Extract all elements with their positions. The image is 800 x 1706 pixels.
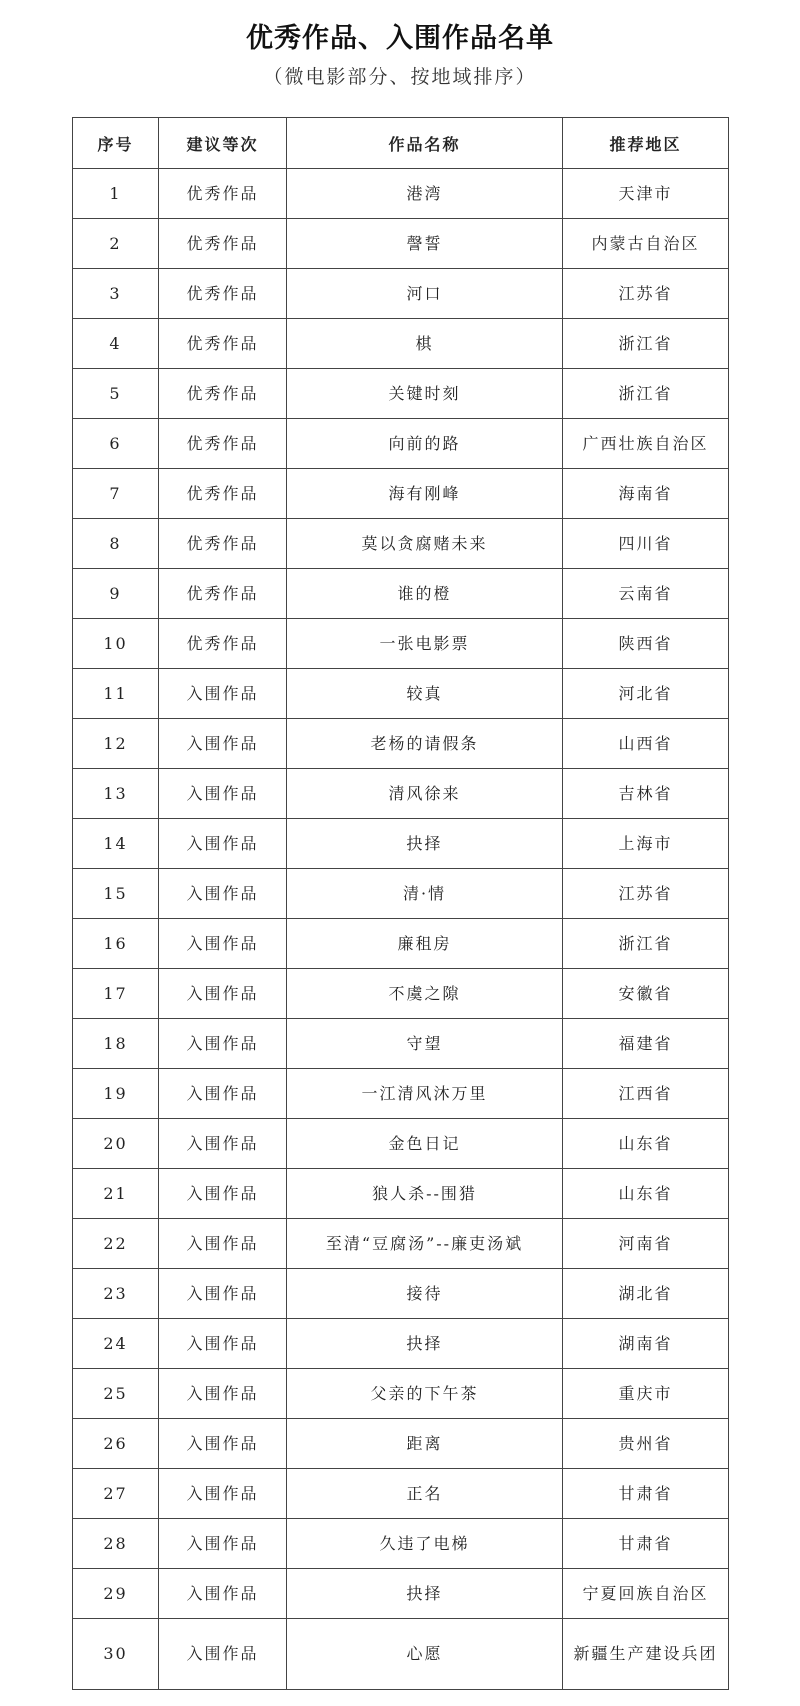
cell-grade: 入围作品 (159, 669, 287, 719)
cell-index: 9 (73, 569, 159, 619)
cell-grade: 入围作品 (159, 919, 287, 969)
cell-work-title: 河口 (287, 269, 563, 319)
cell-region: 山西省 (563, 719, 729, 769)
cell-grade: 优秀作品 (159, 569, 287, 619)
cell-grade: 入围作品 (159, 969, 287, 1019)
cell-index: 30 (73, 1619, 159, 1690)
cell-index: 23 (73, 1269, 159, 1319)
cell-work-title: 抉择 (287, 1319, 563, 1369)
cell-region: 吉林省 (563, 769, 729, 819)
cell-work-title: 謦誓 (287, 219, 563, 269)
cell-index: 8 (73, 519, 159, 569)
table-row (73, 819, 729, 869)
table-row (73, 1219, 729, 1269)
page-title: 优秀作品、入围作品名单 (246, 23, 554, 54)
cell-grade: 优秀作品 (159, 269, 287, 319)
cell-grade: 入围作品 (159, 869, 287, 919)
cell-grade: 优秀作品 (159, 369, 287, 419)
cell-grade: 入围作品 (159, 1219, 287, 1269)
cell-index: 12 (73, 719, 159, 769)
table-row (73, 1119, 729, 1169)
cell-index: 28 (73, 1519, 159, 1569)
cell-region: 四川省 (563, 519, 729, 569)
cell-index: 7 (73, 469, 159, 519)
cell-work-title: 抉择 (287, 1569, 563, 1619)
cell-index: 13 (73, 769, 159, 819)
cell-grade: 入围作品 (159, 769, 287, 819)
table-row (73, 169, 729, 219)
cell-grade: 入围作品 (159, 1369, 287, 1419)
cell-region: 海南省 (563, 469, 729, 519)
page-subtitle: （微电影部分、按地域排序） (263, 66, 537, 88)
table-row (73, 519, 729, 569)
cell-index: 26 (73, 1419, 159, 1469)
cell-work-title: 港湾 (287, 169, 563, 219)
table-row (73, 619, 729, 669)
table-row (73, 219, 729, 269)
cell-work-title: 关键时刻 (287, 369, 563, 419)
cell-grade: 入围作品 (159, 1519, 287, 1569)
cell-region: 甘肃省 (563, 1469, 729, 1519)
cell-index: 17 (73, 969, 159, 1019)
cell-index: 5 (73, 369, 159, 419)
cell-index: 11 (73, 669, 159, 719)
table-row (73, 469, 729, 519)
cell-grade: 优秀作品 (159, 219, 287, 269)
cell-work-title: 一江清风沐万里 (287, 1069, 563, 1119)
table-row (73, 1069, 729, 1119)
cell-region: 江苏省 (563, 269, 729, 319)
cell-index: 29 (73, 1569, 159, 1619)
table-row (73, 1519, 729, 1569)
cell-work-title: 清·情 (287, 869, 563, 919)
cell-work-title: 距离 (287, 1419, 563, 1469)
table-row (73, 769, 729, 819)
cell-grade: 入围作品 (159, 719, 287, 769)
table-row (73, 919, 729, 969)
cell-region: 宁夏回族自治区 (563, 1569, 729, 1619)
table-row (73, 1269, 729, 1319)
cell-grade: 优秀作品 (159, 619, 287, 669)
cell-work-title: 莫以贪腐赌未来 (287, 519, 563, 569)
table-row (73, 669, 729, 719)
cell-region: 河北省 (563, 669, 729, 719)
cell-region: 河南省 (563, 1219, 729, 1269)
cell-index: 10 (73, 619, 159, 669)
cell-work-title: 守望 (287, 1019, 563, 1069)
cell-region: 天津市 (563, 169, 729, 219)
cell-index: 14 (73, 819, 159, 869)
table-row (73, 369, 729, 419)
cell-grade: 入围作品 (159, 819, 287, 869)
cell-work-title: 较真 (287, 669, 563, 719)
cell-work-title: 谁的橙 (287, 569, 563, 619)
cell-grade: 入围作品 (159, 1619, 287, 1690)
table-header-row (73, 118, 729, 169)
header-index: 序号 (73, 118, 159, 169)
cell-work-title: 清风徐来 (287, 769, 563, 819)
cell-work-title: 一张电影票 (287, 619, 563, 669)
table-body (73, 169, 729, 1690)
table-row (73, 1319, 729, 1369)
cell-region: 安徽省 (563, 969, 729, 1019)
cell-region: 浙江省 (563, 919, 729, 969)
table-row (73, 1619, 729, 1690)
cell-work-title: 不虞之隙 (287, 969, 563, 1019)
cell-work-title: 海有刚峰 (287, 469, 563, 519)
cell-index: 1 (73, 169, 159, 219)
cell-grade: 优秀作品 (159, 519, 287, 569)
cell-index: 2 (73, 219, 159, 269)
cell-grade: 入围作品 (159, 1069, 287, 1119)
table-row (73, 719, 729, 769)
cell-index: 27 (73, 1469, 159, 1519)
header-work-title: 作品名称 (287, 118, 563, 169)
cell-work-title: 向前的路 (287, 419, 563, 469)
cell-index: 6 (73, 419, 159, 469)
table-row (73, 1419, 729, 1469)
cell-region: 陕西省 (563, 619, 729, 669)
cell-region: 湖北省 (563, 1269, 729, 1319)
cell-grade: 优秀作品 (159, 319, 287, 369)
table-row (73, 319, 729, 369)
cell-grade: 入围作品 (159, 1469, 287, 1519)
cell-index: 22 (73, 1219, 159, 1269)
cell-region: 上海市 (563, 819, 729, 869)
cell-index: 16 (73, 919, 159, 969)
cell-work-title: 心愿 (287, 1619, 563, 1690)
cell-index: 18 (73, 1019, 159, 1069)
cell-region: 山东省 (563, 1169, 729, 1219)
cell-grade: 优秀作品 (159, 169, 287, 219)
cell-region: 湖南省 (563, 1319, 729, 1369)
cell-work-title: 狼人杀--围猎 (287, 1169, 563, 1219)
works-table (72, 117, 729, 1690)
table-row (73, 569, 729, 619)
cell-work-title: 正名 (287, 1469, 563, 1519)
cell-region: 山东省 (563, 1119, 729, 1169)
cell-grade: 入围作品 (159, 1019, 287, 1069)
cell-region: 浙江省 (563, 369, 729, 419)
cell-region: 新疆生产建设兵团 (563, 1619, 729, 1690)
cell-index: 19 (73, 1069, 159, 1119)
cell-work-title: 金色日记 (287, 1119, 563, 1169)
cell-region: 江西省 (563, 1069, 729, 1119)
table-row (73, 869, 729, 919)
cell-region: 浙江省 (563, 319, 729, 369)
cell-region: 贵州省 (563, 1419, 729, 1469)
cell-work-title: 廉租房 (287, 919, 563, 969)
cell-region: 内蒙古自治区 (563, 219, 729, 269)
cell-work-title: 抉择 (287, 819, 563, 869)
cell-grade: 入围作品 (159, 1169, 287, 1219)
cell-work-title: 久违了电梯 (287, 1519, 563, 1569)
table-row (73, 969, 729, 1019)
cell-region: 江苏省 (563, 869, 729, 919)
cell-index: 24 (73, 1319, 159, 1369)
cell-work-title: 父亲的下午茶 (287, 1369, 563, 1419)
cell-grade: 入围作品 (159, 1569, 287, 1619)
cell-region: 甘肃省 (563, 1519, 729, 1569)
cell-index: 20 (73, 1119, 159, 1169)
cell-region: 云南省 (563, 569, 729, 619)
cell-index: 15 (73, 869, 159, 919)
table-row (73, 419, 729, 469)
cell-index: 3 (73, 269, 159, 319)
cell-grade: 优秀作品 (159, 469, 287, 519)
cell-region: 重庆市 (563, 1369, 729, 1419)
cell-index: 21 (73, 1169, 159, 1219)
cell-index: 4 (73, 319, 159, 369)
table-row (73, 1369, 729, 1419)
header-region: 推荐地区 (563, 118, 729, 169)
cell-work-title: 至清“豆腐汤”--廉吏汤斌 (287, 1219, 563, 1269)
table-row (73, 1469, 729, 1519)
table-row (73, 1169, 729, 1219)
cell-grade: 优秀作品 (159, 419, 287, 469)
cell-grade: 入围作品 (159, 1419, 287, 1469)
cell-index: 25 (73, 1369, 159, 1419)
table-row (73, 1569, 729, 1619)
cell-grade: 入围作品 (159, 1119, 287, 1169)
header-grade: 建议等次 (159, 118, 287, 169)
cell-region: 广西壮族自治区 (563, 419, 729, 469)
table-row (73, 1019, 729, 1069)
cell-grade: 入围作品 (159, 1269, 287, 1319)
table-row (73, 269, 729, 319)
cell-work-title: 老杨的请假条 (287, 719, 563, 769)
cell-grade: 入围作品 (159, 1319, 287, 1369)
cell-region: 福建省 (563, 1019, 729, 1069)
cell-work-title: 棋 (287, 319, 563, 369)
cell-work-title: 接待 (287, 1269, 563, 1319)
